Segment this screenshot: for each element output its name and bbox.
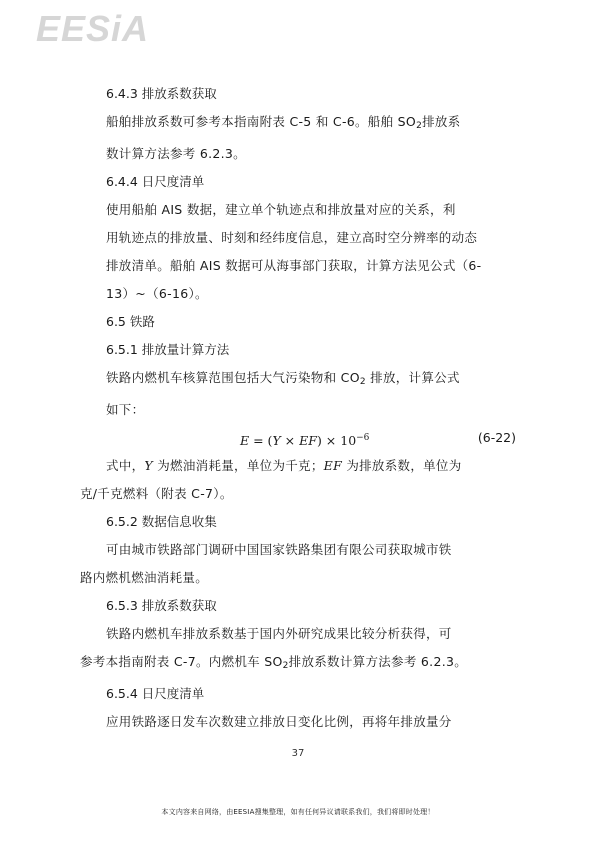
text-line: 船舶排放系数可参考本指南附表 C-5 和 C-6。船舶 $SO_2$排放系 xyxy=(106,114,461,131)
paragraph-6-5-3 xyxy=(80,620,518,680)
paragraph-6-4-3 xyxy=(80,108,518,168)
text-line: 使用船舶 AIS 数据，建立单个轨迹点和排放量对应的关系，利 xyxy=(106,202,456,217)
section-heading-6-4-4: 6.4.4 日尺度清单 xyxy=(106,174,205,189)
text-line: 用轨迹点的排放量、时刻和经纬度信息，建立高时空分辨率的动态 xyxy=(106,230,478,245)
equation-formula: $E = (Y \times EF) \times 10^{-6}$ xyxy=(240,433,370,448)
section-heading-6-5-2: 6.5.2 数据信息收集 xyxy=(106,514,217,529)
text-line: 参考本指南附表 C-7。内燃机车 $SO_2$排放系数计算方法参考 6.2.3。 xyxy=(80,654,468,671)
text-line: 可由城市铁路部门调研中国国家铁路集团有限公司获取城市铁 xyxy=(106,542,452,557)
paragraph-6-5-1 xyxy=(80,364,518,424)
paragraph-6-5-2 xyxy=(80,536,518,592)
text-line: 数计算方法参考 6.2.3。 xyxy=(106,146,246,161)
section-heading-6-5-4: 6.5.4 日尺度清单 xyxy=(106,686,205,701)
section-heading-6-5: 6.5 铁路 xyxy=(106,314,155,329)
section-heading-6-5-1: 6.5.1 排放量计算方法 xyxy=(106,342,230,357)
text-line: 应用铁路逐日发车次数建立排放日变化比例，再将年排放量分 xyxy=(106,714,452,729)
section-heading-6-5-3: 6.5.3 排放系数获取 xyxy=(106,598,217,613)
text-line: 如下： xyxy=(106,402,145,417)
footer-disclaimer: 本文内容来自网络，由EESIA搜集整理，如有任何异议请联系我们，我们将即时处理！ xyxy=(161,808,435,816)
text-line: 克/千克燃料（附表 C-7）。 xyxy=(80,486,233,501)
text-line: 排放清单。船舶 AIS 数据可从海事部门获取，计算方法见公式（6- xyxy=(106,258,482,273)
text-line: 13）~（6-16）。 xyxy=(106,286,208,301)
text-line: 铁路内燃机车核算范围包括大气污染物和 $CO_2$ 排放，计算公式 xyxy=(106,370,460,387)
section-heading-6-4-3: 6.4.3 排放系数获取 xyxy=(106,86,217,101)
paragraph-6-4-4 xyxy=(80,196,518,308)
page-number: 37 xyxy=(291,748,305,759)
document-body xyxy=(80,80,518,736)
paragraph-6-5-4 xyxy=(80,708,518,736)
equation-6-22 xyxy=(80,424,518,452)
eesia-logo: EESiA xyxy=(36,8,150,49)
paragraph-where xyxy=(80,452,518,508)
text-line: 路内燃机燃油消耗量。 xyxy=(80,570,209,585)
text-line: 铁路内燃机车排放系数基于国内外研究成果比较分析获得，可 xyxy=(106,626,452,641)
equation-number: (6-22) xyxy=(477,430,516,445)
text-line: 式中，Y 为燃油消耗量，单位为千克；EF 为排放系数，单位为 xyxy=(106,458,462,473)
